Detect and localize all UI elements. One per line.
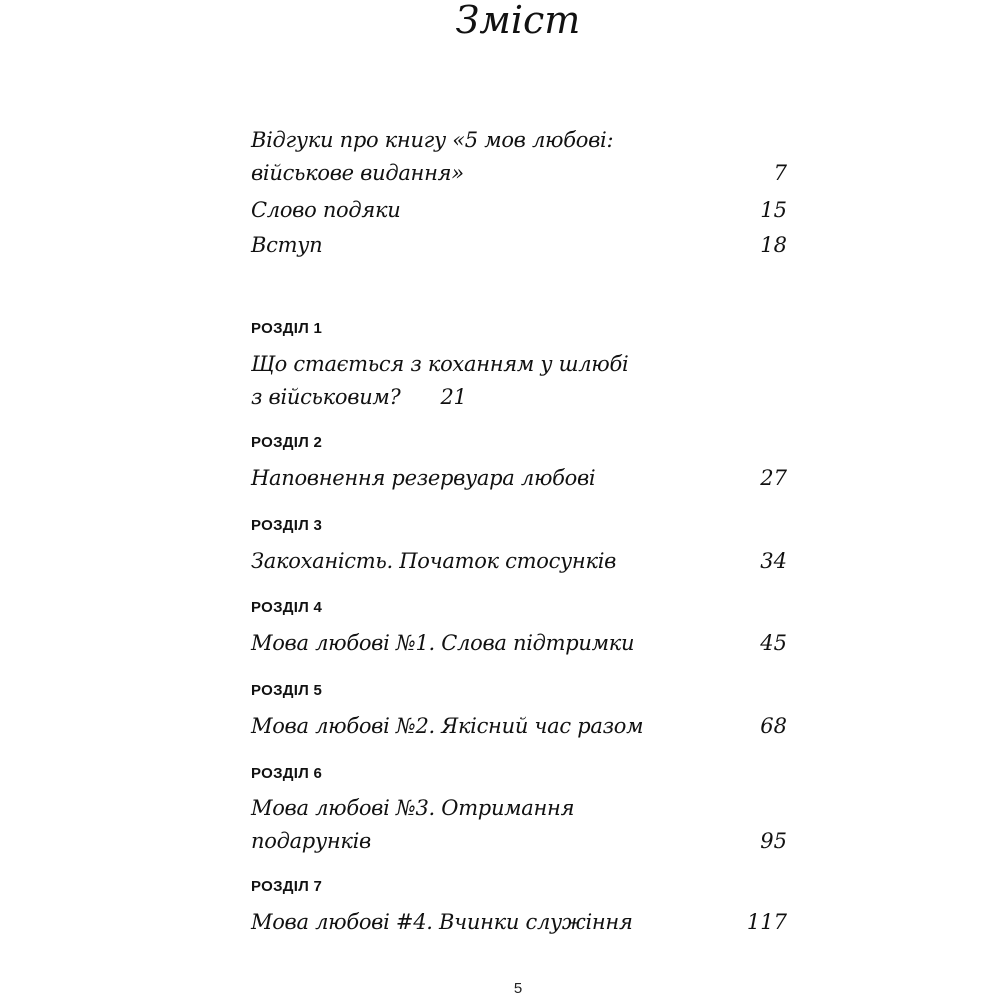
toc-entry-chapter-3[interactable] bbox=[251, 545, 787, 578]
entry-title-line2: з військовим? bbox=[251, 385, 401, 409]
toc-entry-reviews[interactable] bbox=[251, 124, 787, 190]
entry-title-line2-with-page bbox=[251, 381, 787, 414]
chapter-label: РОЗДІЛ 1 bbox=[251, 320, 323, 337]
entry-page-number: 27 bbox=[760, 466, 787, 490]
entry-title: Мова любові #4. Вчинки служіння bbox=[251, 910, 633, 934]
page-number: 5 bbox=[513, 980, 523, 997]
entry-title: Мова любові №2. Якісний час разом bbox=[251, 714, 644, 738]
entry-page-number: 95 bbox=[760, 829, 787, 853]
entry-title: Вступ bbox=[251, 233, 323, 257]
page-title: Зміст bbox=[455, 0, 581, 42]
toc-entry-chapter-4[interactable] bbox=[251, 627, 787, 660]
chapter-label: РОЗДІЛ 3 bbox=[251, 517, 323, 534]
entry-title-line1: Що стається з коханням у шлюбі bbox=[251, 352, 629, 376]
toc-entry-chapter-1[interactable] bbox=[251, 348, 787, 414]
entry-title-line1: Відгуки про книгу «5 мов любові: bbox=[251, 128, 614, 152]
entry-title: Закоханість. Початок стосунків bbox=[251, 549, 617, 573]
toc-entry-chapter-5[interactable] bbox=[251, 710, 787, 743]
entry-page-number: 45 bbox=[760, 631, 787, 655]
entry-page-number: 34 bbox=[760, 549, 787, 573]
entry-page-number: 18 bbox=[760, 233, 787, 257]
entry-title: Мова любові №1. Слова підтримки bbox=[251, 631, 635, 655]
toc-entry-chapter-6[interactable] bbox=[251, 792, 787, 858]
entry-page-number: 21 bbox=[440, 385, 467, 409]
entry-title-line2: військове видання» bbox=[251, 161, 464, 185]
entry-title-line1: Мова любові №3. Отримання bbox=[251, 796, 575, 820]
entry-page-number: 7 bbox=[773, 161, 787, 185]
entry-title-line2: подарунків bbox=[251, 829, 371, 853]
entry-page-number: 15 bbox=[760, 198, 787, 222]
chapter-label: РОЗДІЛ 2 bbox=[251, 434, 323, 451]
toc-entry-chapter-7[interactable] bbox=[251, 906, 787, 939]
entry-title: Наповнення резервуара любові bbox=[251, 466, 596, 490]
entry-title: Слово подяки bbox=[251, 198, 401, 222]
chapter-label: РОЗДІЛ 7 bbox=[251, 878, 323, 895]
toc-entry-introduction[interactable] bbox=[251, 229, 787, 262]
entry-page-number: 117 bbox=[746, 910, 787, 934]
chapter-label: РОЗДІЛ 4 bbox=[251, 599, 323, 616]
toc-entry-acknowledgements[interactable] bbox=[251, 194, 787, 227]
chapter-label: РОЗДІЛ 6 bbox=[251, 765, 323, 782]
chapter-label: РОЗДІЛ 5 bbox=[251, 682, 323, 699]
entry-page-number: 68 bbox=[760, 714, 787, 738]
toc-entry-chapter-2[interactable] bbox=[251, 462, 787, 495]
